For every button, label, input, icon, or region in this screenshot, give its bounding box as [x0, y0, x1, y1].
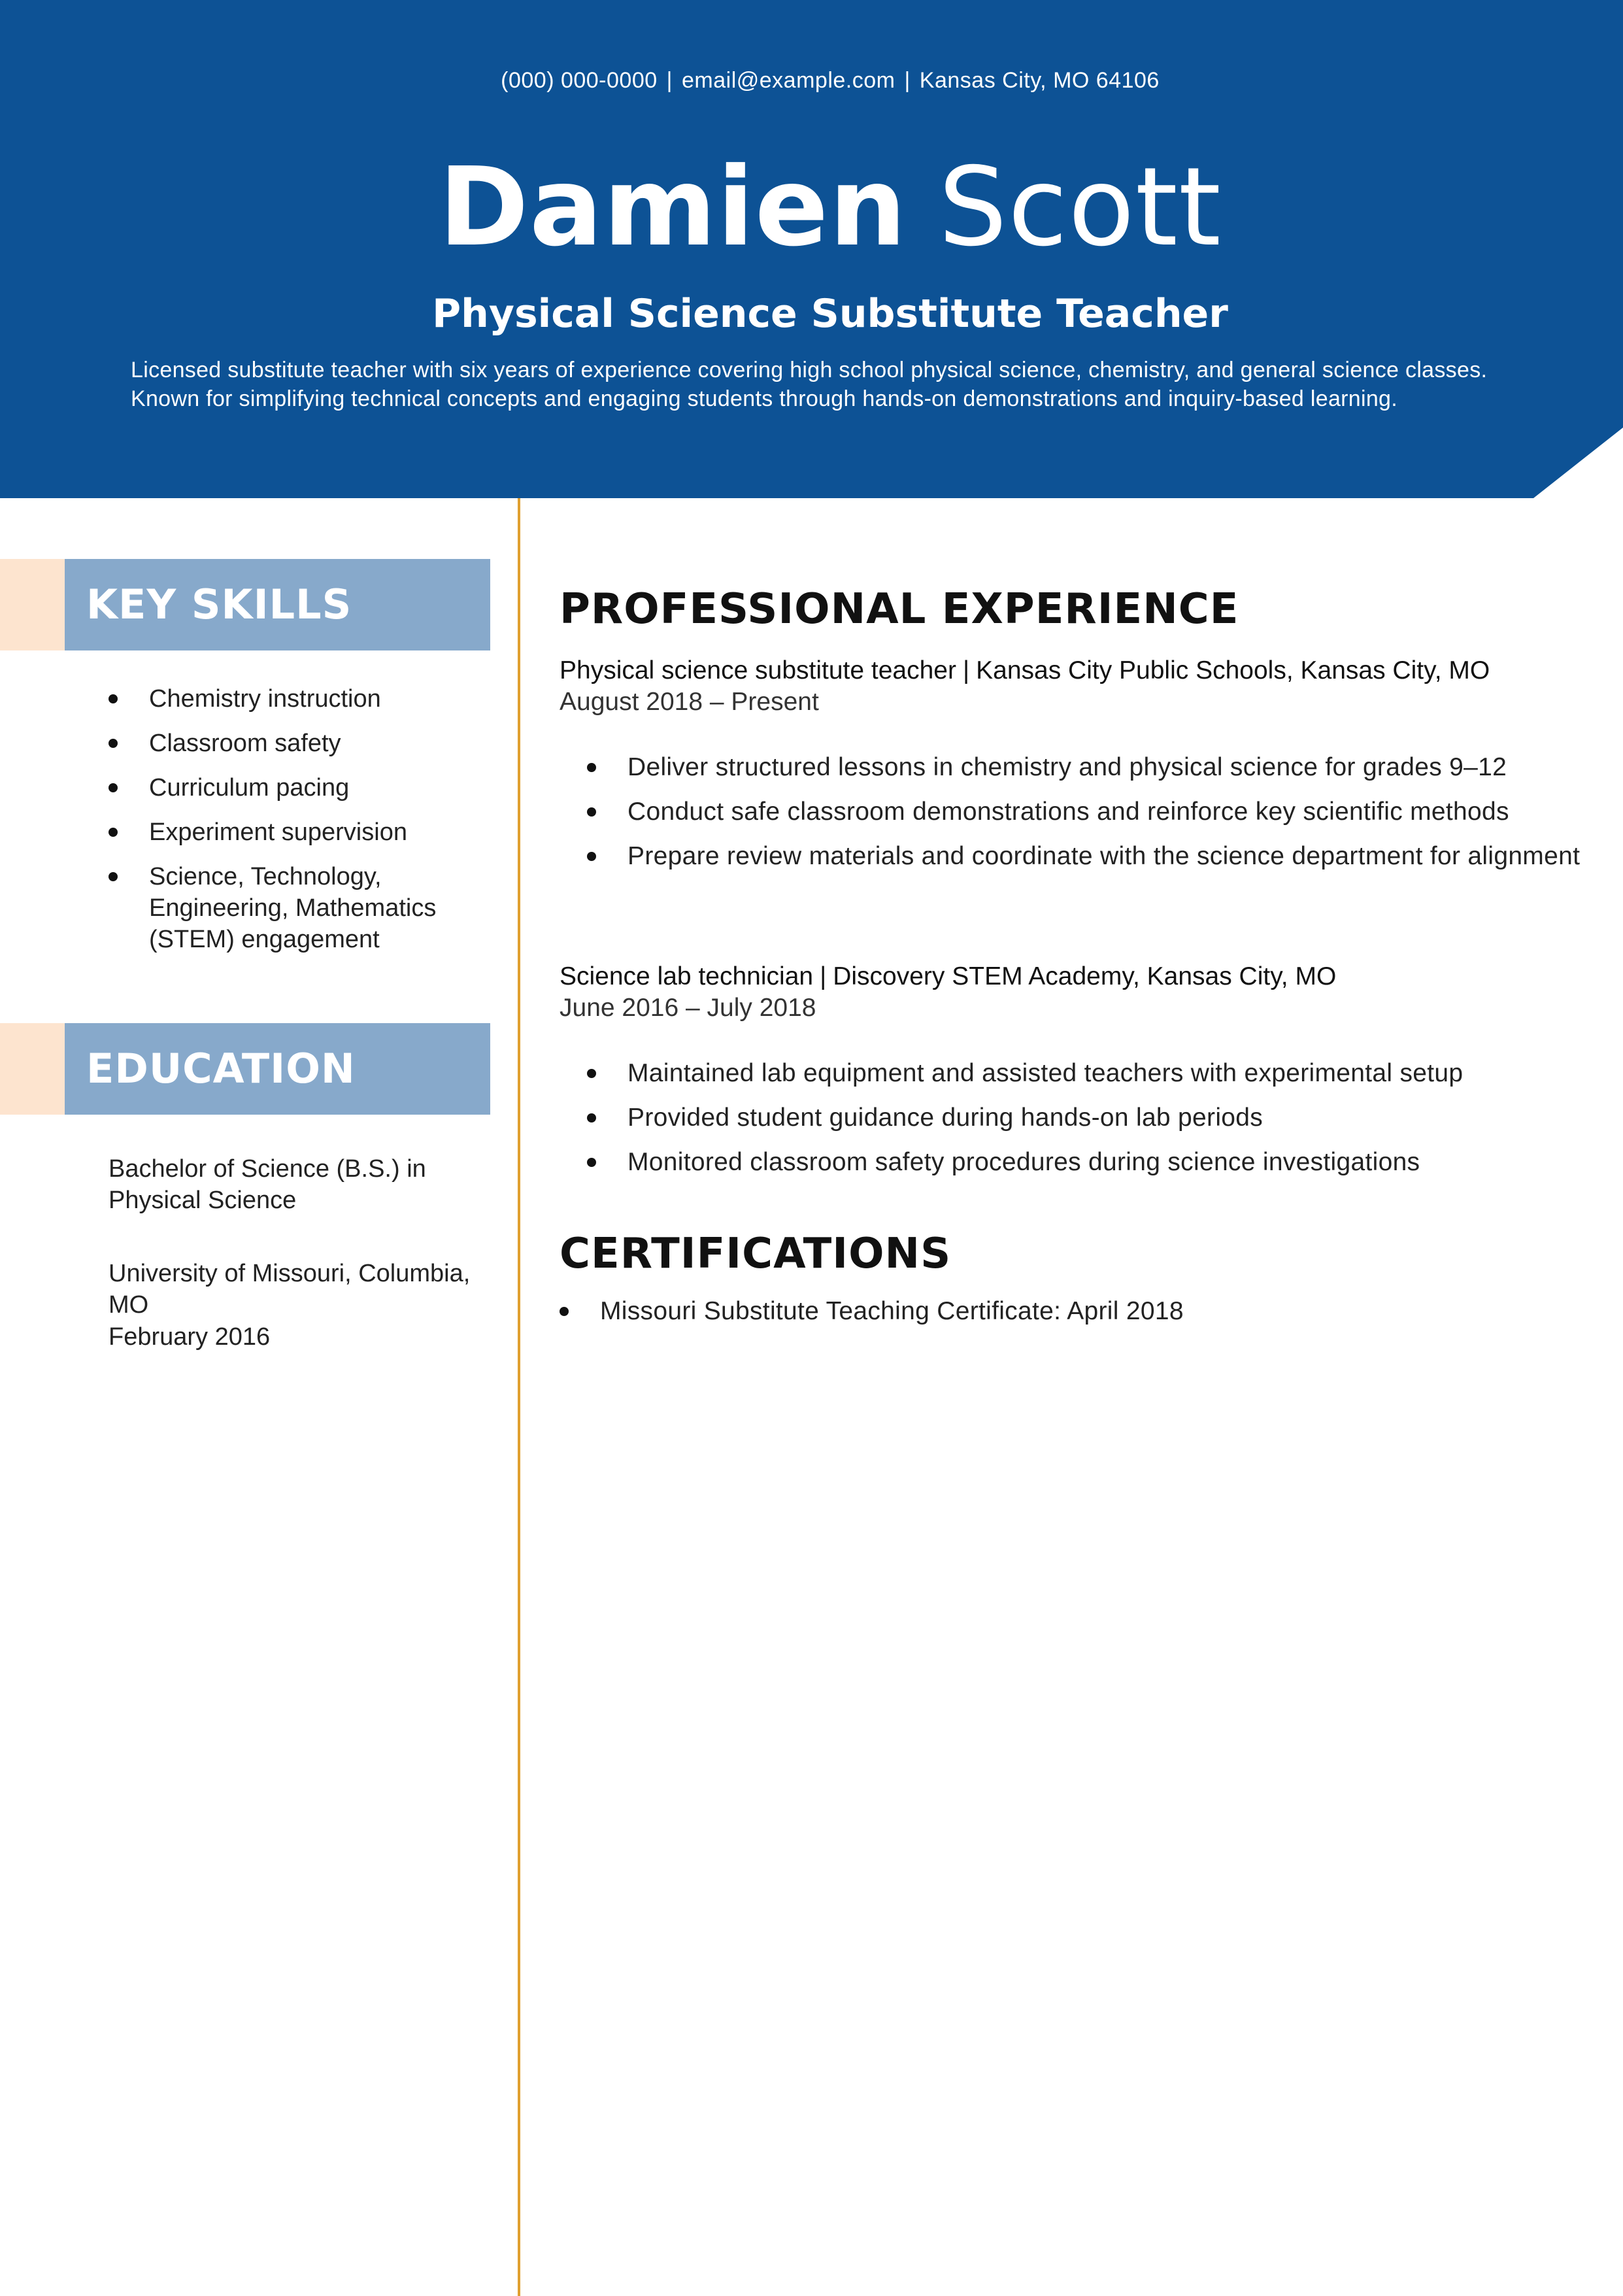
education-section-header: [0, 1023, 490, 1115]
job-employer: Discovery STEM Academy, Kansas City, MO: [833, 962, 1337, 990]
bullet-icon: [560, 1307, 569, 1316]
education-degree: Bachelor of Science (B.S.) in Physical Science: [109, 1155, 426, 1214]
job-bullet: Monitored classroom safety procedures during science investigations: [587, 1147, 1581, 1178]
job-bullet: Deliver structured lessons in chemistry and physical science for grades 9–12: [587, 752, 1581, 783]
section-accent: [0, 1023, 65, 1115]
certifications-heading: CERTIFICATIONS: [560, 1230, 952, 1278]
bullet-icon: [109, 739, 118, 748]
bullet-icon: [109, 828, 118, 837]
job-role-line: [560, 655, 1592, 686]
bullet-icon: [587, 763, 596, 772]
skill-item: Science, Technology, Engineering, Mathematics (STEM) engagement: [109, 861, 475, 955]
job-bullets: [587, 752, 1581, 885]
job-bullet: Maintained lab equipment and assisted teachers with experimental setup: [587, 1058, 1581, 1089]
job-role: Science lab technician: [560, 962, 814, 990]
education-heading: EDUCATION: [86, 1045, 356, 1092]
job-dates: June 2016 – July 2018: [560, 994, 816, 1022]
contact-phone: (000) 000-0000: [501, 68, 658, 93]
column-divider: [518, 498, 520, 2296]
bullet-icon: [587, 852, 596, 861]
professional-summary: Licensed substitute teacher with six years of experience covering high school physical science, chemistry, and general science classes. Known for simplifying technical concepts and engaging students through hands-on demonstrations and inquiry-based learning.: [131, 358, 1488, 411]
job-dates: August 2018 – Present: [560, 688, 819, 716]
section-accent: [0, 559, 65, 650]
contact-separator: |: [904, 68, 911, 93]
skills-list: [109, 683, 475, 968]
job-role-line: [560, 961, 1592, 992]
bullet-icon: [587, 1158, 596, 1167]
education-date: February 2016: [109, 1323, 271, 1351]
skill-item: Curriculum pacing: [109, 772, 475, 803]
skills-heading: KEY SKILLS: [86, 581, 352, 628]
job-bullets: [587, 1058, 1581, 1191]
contact-separator: |: [666, 68, 673, 93]
resume-header: [0, 0, 1623, 498]
skill-item: Chemistry instruction: [109, 683, 475, 715]
bullet-icon: [587, 1113, 596, 1123]
bullet-icon: [109, 694, 118, 703]
job-bullet: Provided student guidance during hands-on lab periods: [587, 1102, 1581, 1134]
certification-item: Missouri Substitute Teaching Certificate: April 2018: [560, 1296, 1579, 1327]
role-separator: |: [820, 962, 827, 990]
skills-section-header: [0, 559, 490, 650]
certifications-list: [560, 1296, 1579, 1327]
first-name: Damien: [439, 144, 907, 271]
bullet-icon: [587, 1069, 596, 1078]
role-separator: |: [962, 656, 970, 684]
contact-location: Kansas City, MO 64106: [919, 68, 1160, 93]
last-name: Scott: [938, 144, 1222, 271]
bullet-icon: [109, 783, 118, 792]
education-school: University of Missouri, Columbia, MO: [109, 1260, 471, 1319]
job-bullet: Conduct safe classroom demonstrations and reinforce key scientific methods: [587, 796, 1581, 828]
job-employer: Kansas City Public Schools, Kansas City, MO: [976, 656, 1490, 684]
job-bullet: Prepare review materials and coordinate with the science department for alignment: [587, 841, 1581, 872]
skill-item: Classroom safety: [109, 728, 475, 759]
contact-email: email@example.com: [682, 68, 895, 93]
job-title: Physical Science Substitute Teacher: [432, 291, 1228, 337]
contact-line: [0, 68, 1623, 93]
bullet-icon: [109, 872, 118, 881]
job-role: Physical science substitute teacher: [560, 656, 956, 684]
bullet-icon: [587, 807, 596, 817]
candidate-name: [0, 143, 1623, 273]
skill-item: Experiment supervision: [109, 817, 475, 848]
experience-heading: PROFESSIONAL EXPERIENCE: [560, 585, 1239, 633]
